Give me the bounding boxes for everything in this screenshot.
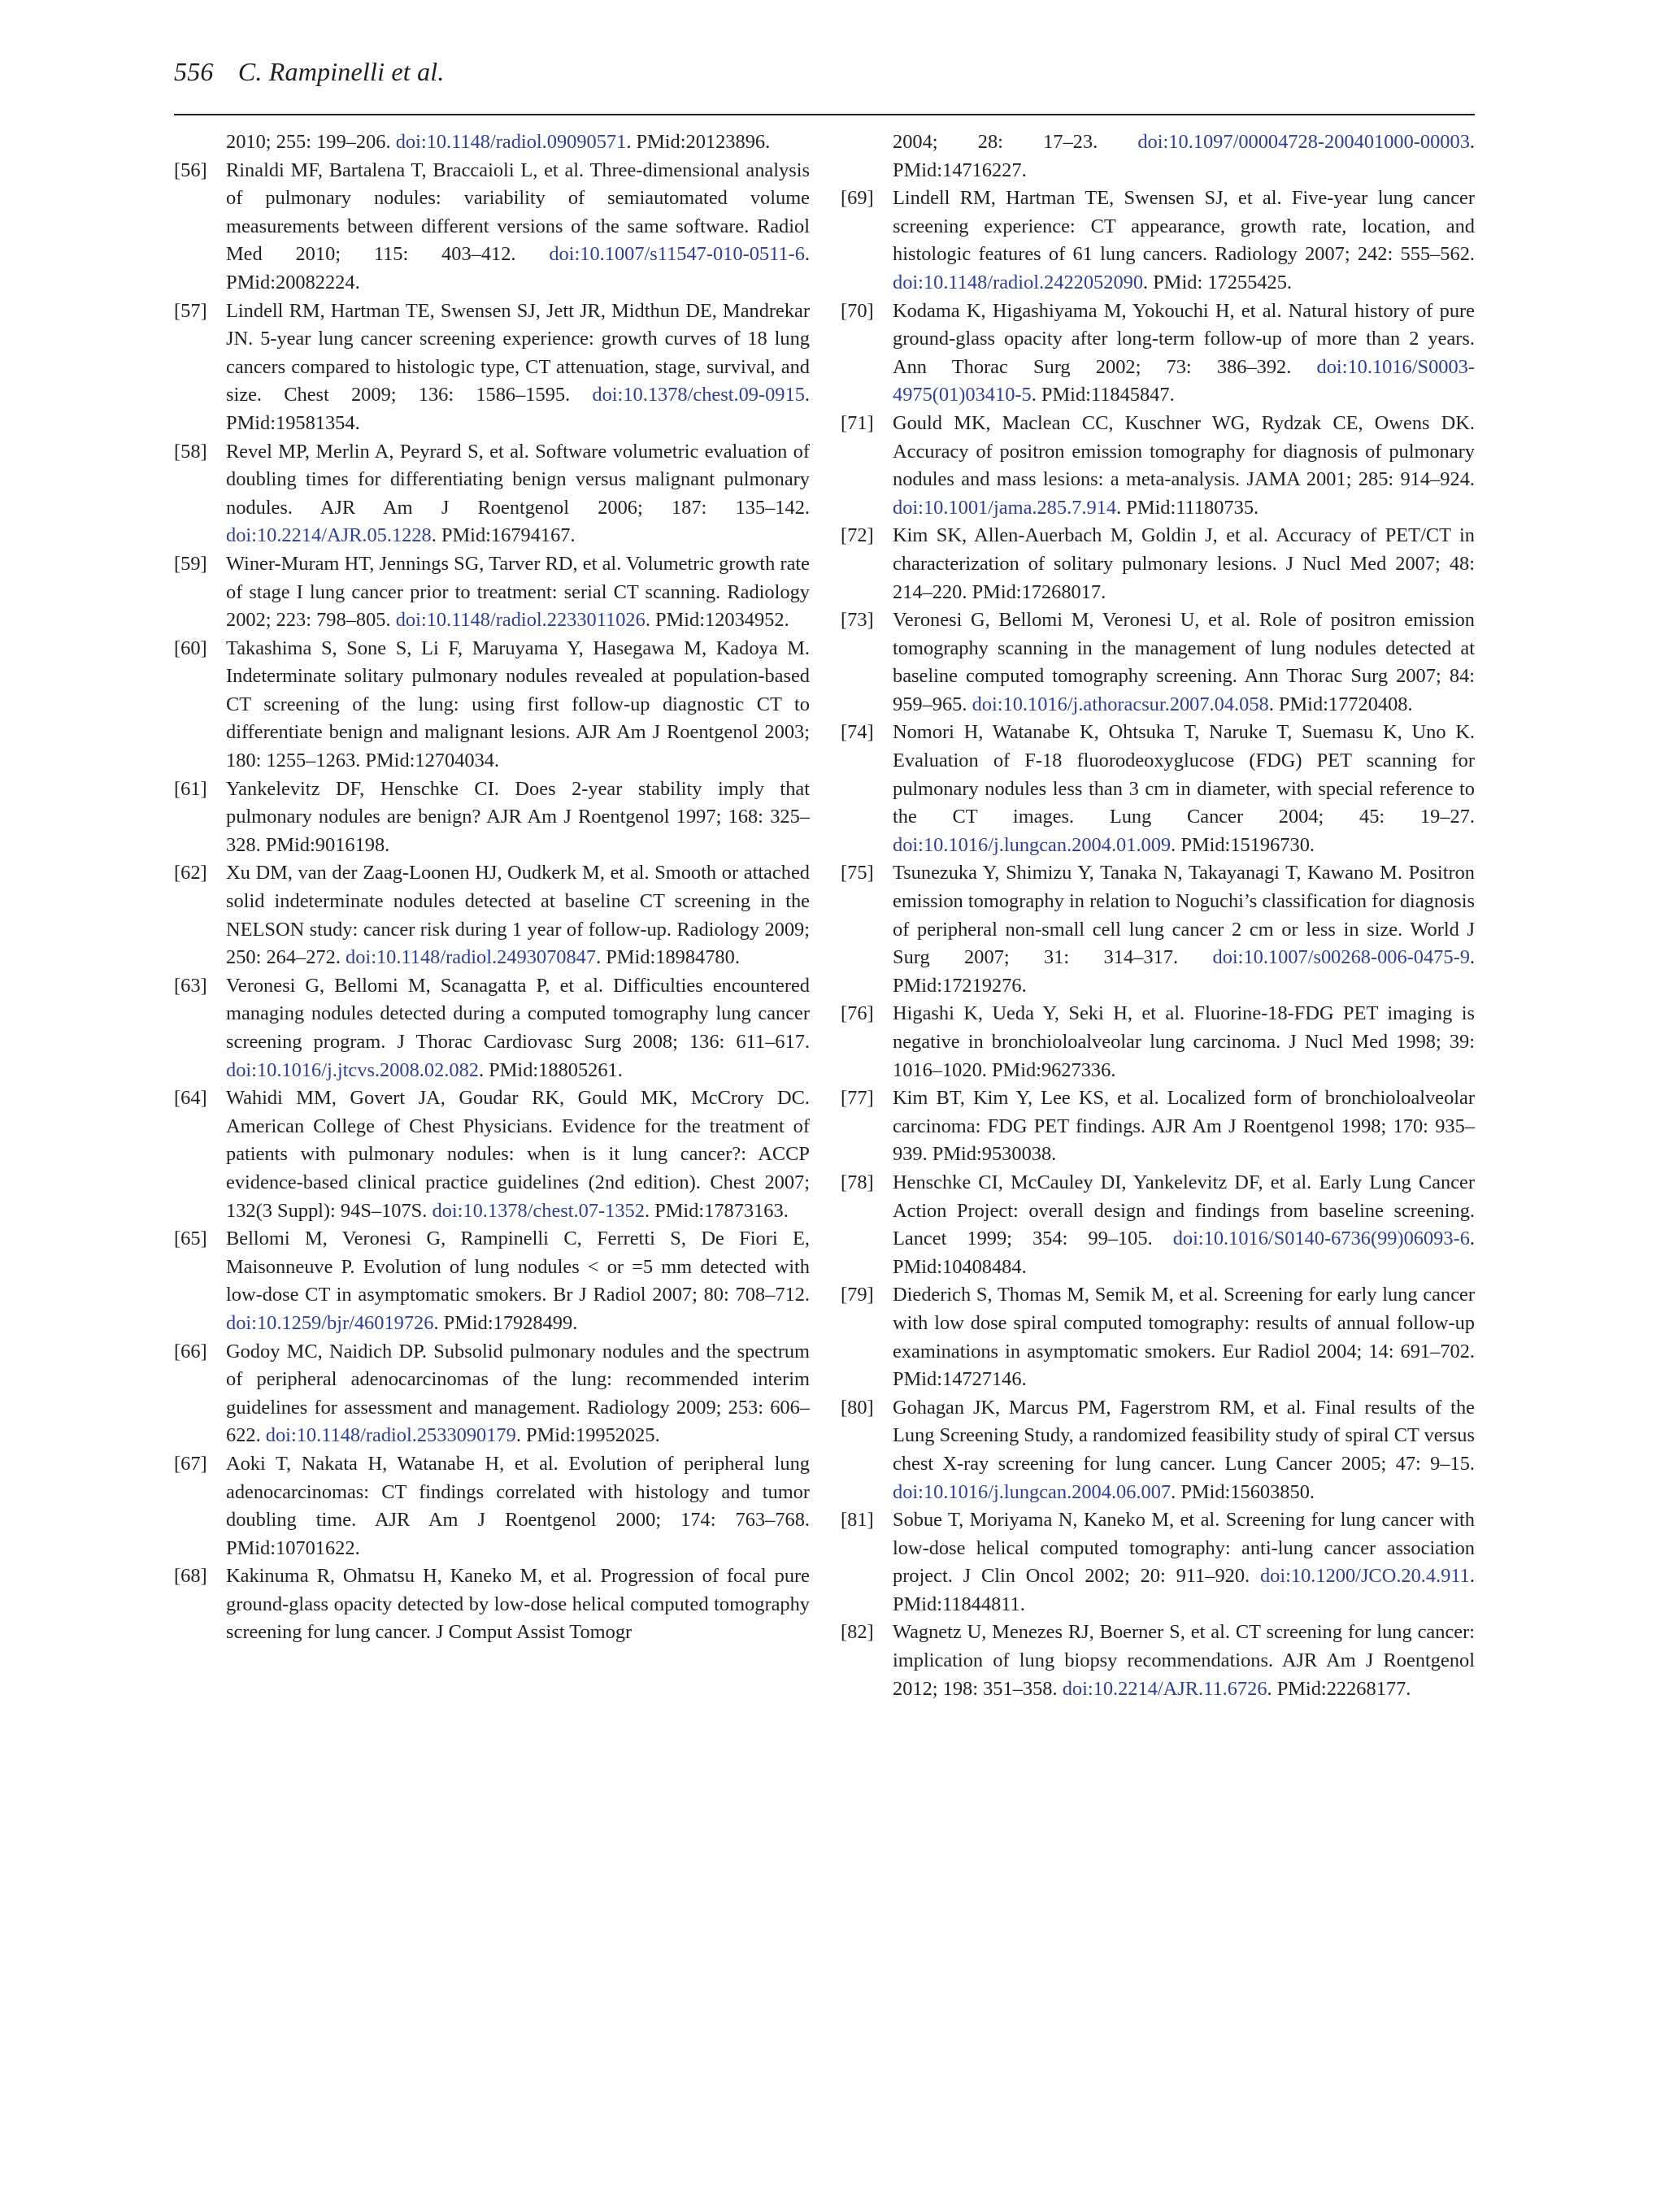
reference-text: 2010; 255: 199–206. [226, 131, 396, 153]
reference-number: [57] [174, 299, 207, 322]
reference-pmid: . PMid:22268177. [1267, 1677, 1411, 1700]
reference-text: Wagnetz U, Menezes RJ, Boerner S, et al. CT screening for lung cancer: implication of lung biopsy recommendations. AJR Am J Roentgenol 2012; 198: 351–358. [893, 1621, 1475, 1700]
doi-link[interactable]: doi:10.1378/chest.07-1352 [432, 1199, 645, 1222]
doi-link[interactable]: doi:10.1200/JCO.20.4.911 [1259, 1565, 1470, 1588]
reference-text: Xu DM, van der Zaag-Loonen HJ, Oudkerk M, et al. Smooth or attached solid indeterminate nodules detected at baseline CT screening in the NELSON study: cancer risk during 1 year of follow-up. Radiology 2009; 250: 264–272. [226, 862, 810, 969]
header-rule [174, 114, 1475, 115]
reference-text: Gould MK, Maclean CC, Kuschner WG, Rydzak CE, Owens DK. Accuracy of positron emission tomography for diagnosis of pulmonary nodules and mass lesions: a meta-analysis. JAMA 2001; 285: 914–924. [893, 411, 1475, 491]
doi-link[interactable]: doi:10.1148/radiol.2533090179 [265, 1424, 516, 1447]
reference-number: [63] [174, 974, 207, 997]
doi-link[interactable]: doi:10.1378/chest.09-0915 [592, 384, 805, 406]
reference-number: [56] [174, 159, 207, 181]
right-reference-list [841, 185, 1475, 1703]
reference-pmid: . PMid:11180735. [1116, 496, 1259, 519]
reference-text: 2004; 28: 17–23. [893, 131, 1138, 153]
reference-number: [70] [841, 299, 874, 322]
reference-number: [72] [841, 524, 874, 547]
reference-item [841, 1084, 1475, 1169]
left-reference-list [174, 157, 810, 1647]
reference-item [841, 410, 1475, 522]
doi-link[interactable]: doi:10.1259/bjr/46019726 [226, 1311, 434, 1334]
reference-text: Henschke CI, McCauley DI, Yankelevitz DF, et al. Early Lung Cancer Action Project: overall design and findings from baseline screening. Lancet 1999; 354: 99–105. [893, 1171, 1475, 1250]
reference-text: Kim BT, Kim Y, Lee KS, et al. Localized form of bronchioloalveolar carcinoma: FDG PET findings. AJR Am J Roentgenol 1998; 170: 935–939. PMid:9530038. [893, 1087, 1475, 1166]
reference-number: [79] [841, 1284, 874, 1306]
doi-link[interactable]: doi:10.2214/AJR.11.6726 [1062, 1677, 1267, 1700]
reference-text: Gohagan JK, Marcus PM, Fagerstrom RM, et al. Final results of the Lung Screening Study, a randomized feasibility study of spiral CT versus chest X-ray screening for lung cancer. Lung Cancer 2005; 47: 9–15. [893, 1396, 1475, 1475]
doi-link[interactable]: doi:10.2214/AJR.05.1228 [226, 524, 432, 547]
reference-pmid: . PMid:18805261. [478, 1058, 623, 1081]
doi-link[interactable]: doi:10.1007/s11547-010-0511-6 [549, 243, 805, 266]
reference-pmid: . PMid:17720408. [1268, 693, 1413, 715]
reference-item [174, 298, 810, 438]
reference-text: Wahidi MM, Govert JA, Goudar RK, Gould MK, McCrory DC. American College of Chest Physicians. Evidence for the treatment of patients with pulmonary nodules: when is it lung cancer?: ACCP evidence-based clinical practice guidelines (2nd edition). Chest 2007; 132(3 Suppl): 94S–107S. [226, 1087, 810, 1222]
reference-number: [61] [174, 777, 207, 800]
reference-number: [64] [174, 1087, 207, 1110]
running-header [174, 57, 445, 87]
reference-pmid: . PMid:19581354. [226, 384, 810, 434]
reference-text: Yankelevitz DF, Henschke CI. Does 2-year stability imply that pulmonary nodules are benign? AJR Am J Roentgenol 1997; 168: 325–328. PMid:9016198. [226, 777, 810, 856]
reference-item [174, 438, 810, 550]
reference-text: Revel MP, Merlin A, Peyrard S, et al. Software volumetric evaluation of doubling times for differentiating benign versus malignant pulmonary nodules. AJR Am J Roentgenol 2006; 187: 135–142. [226, 440, 810, 519]
reference-pmid: . PMid:11845847. [1031, 384, 1175, 406]
reference-pmid: . PMid:11844811. [893, 1565, 1475, 1615]
doi-link[interactable]: doi:10.1097/00004728-200401000-00003 [1137, 131, 1470, 153]
reference-item [174, 1225, 810, 1337]
reference-item [841, 606, 1475, 719]
reference-text: Kodama K, Higashiyama M, Yokouchi H, et al. Natural history of pure ground-glass opacity after long-term follow-up of more than 2 years. Ann Thorac Surg 2002; 73: 386–392. [893, 299, 1475, 378]
reference-text: Lindell RM, Hartman TE, Swensen SJ, Jett JR, Midthun DE, Mandrekar JN. 5-year lung cancer screening experience: growth curves of 18 lung cancers compared to histologic type, CT attenuation, stage, survival, and size. Chest 2009; 136: 1586–1595. [226, 299, 810, 406]
reference-text: Kakinuma R, Ohmatsu H, Kaneko M, et al. Progression of focal pure ground-glass opacity detected by low-dose helical computed tomography screening for lung cancer. J Comput Assist Tomogr [226, 1565, 810, 1644]
reference-item [174, 1338, 810, 1450]
reference-number: [58] [174, 440, 207, 463]
reference-item [174, 157, 810, 298]
reference-item [841, 185, 1475, 297]
reference-item [841, 522, 1475, 606]
reference-number: [75] [841, 862, 874, 884]
reference-pmid: . PMid:19952025. [515, 1424, 660, 1447]
reference-text: Rinaldi MF, Bartalena T, Braccaioli L, et al. Three-dimensional analysis of pulmonary nodules: variability of semiautomated volume measurements between different versions of the same software. Radiol Med 2010; 115: 403–412. [226, 159, 810, 266]
reference-number: [66] [174, 1340, 207, 1362]
reference-text: Diederich S, Thomas M, Semik M, et al. Screening for early lung cancer with low dose spiral computed tomography: results of annual follow-up examinations in asymptomatic smokers. Eur Radiol 2004; 14: 691–702. PMid:14727146. [893, 1284, 1475, 1391]
reference-number: [74] [841, 721, 874, 744]
reference-text: Veronesi G, Bellomi M, Scanagatta P, et al. Difficulties encountered managing nodules detected during a computed tomography lung cancer screening program. J Thorac Cardiovasc Surg 2008; 136: 611–617. [226, 974, 810, 1053]
reference-pmid: . PMid:17873163. [644, 1199, 789, 1222]
reference-pmid: . PMid:20123896. [626, 131, 771, 153]
doi-link[interactable]: doi:10.1016/j.lungcan.2004.06.007 [893, 1480, 1172, 1503]
reference-pmid: . PMid:14716227. [893, 131, 1475, 181]
reference-pmid: . PMid:10408484. [893, 1228, 1475, 1278]
reference-text: Tsunezuka Y, Shimizu Y, Tanaka N, Takayanagi T, Kawano M. Positron emission tomography in relation to Noguchi’s classification for diagnosis of peripheral non-small cell lung cancer 2 cm or less in size. World J Surg 2007; 31: 314–317. [893, 862, 1475, 969]
reference-pmid: . PMid:15603850. [1171, 1480, 1315, 1503]
reference-text: Veronesi G, Bellomi M, Veronesi U, et al. Role of positron emission tomography scanning in the management of lung nodules detected at baseline computed tomography screening. Ann Thorac Surg 2007; 84: 959–965. [893, 609, 1475, 715]
reference-text: Nomori H, Watanabe K, Ohtsuka T, Naruke T, Suemasu K, Uno K. Evaluation of F-18 fluorodeoxyglucose (FDG) PET scanning for pulmonary nodules less than 3 cm in diameter, with special reference to the CT images. Lung Cancer 2004; 45: 19–27. [893, 721, 1475, 828]
reference-item [841, 1000, 1475, 1084]
doi-link[interactable]: doi:10.1001/jama.285.7.914 [893, 496, 1117, 519]
reference-number: [68] [174, 1565, 207, 1588]
reference-number: [69] [841, 187, 874, 210]
reference-item [841, 1619, 1475, 1703]
doi-link[interactable]: doi:10.1148/radiol.2493070847 [346, 946, 597, 969]
reference-continuation [174, 128, 810, 157]
reference-item [174, 859, 810, 971]
doi-link[interactable]: doi:10.1016/j.lungcan.2004.01.009 [893, 833, 1172, 856]
reference-number: [59] [174, 552, 207, 575]
doi-link[interactable]: doi:10.1148/radiol.2422052090 [893, 271, 1144, 293]
reference-text: Aoki T, Nakata H, Watanabe H, et al. Evolution of peripheral lung adenocarcinomas: CT findings correlated with histology and tumor doubling time. AJR Am J Roentgenol 2000; 174: 763–768. PMid:10701622. [226, 1452, 810, 1559]
reference-pmid: . PMid:12034952. [645, 609, 789, 632]
reference-text: Winer-Muram HT, Jennings SG, Tarver RD, et al. Volumetric growth rate of stage I lung cancer prior to treatment: serial CT scanning. Radiology 2002; 223: 798–805. [226, 552, 810, 632]
reference-pmid: . PMid:20082224. [226, 243, 810, 293]
reference-item [174, 635, 810, 776]
page-number: 556 [174, 57, 214, 86]
reference-number: [81] [841, 1509, 874, 1532]
reference-number: [73] [841, 609, 874, 632]
reference-number: [71] [841, 411, 874, 434]
doi-link[interactable]: doi:10.1007/s00268-006-0475-9 [1212, 946, 1470, 969]
reference-pmid: . PMid:17219276. [893, 946, 1475, 997]
doi-link[interactable]: doi:10.1148/radiol.09090571 [395, 131, 627, 153]
reference-text: Godoy MC, Naidich DP. Subsolid pulmonary nodules and the spectrum of peripheral adenocarcinomas of the lung: recommended interim guidelines for assessment and management. Radiology 2009; 253: 606–622. [226, 1340, 810, 1447]
reference-number: [82] [841, 1621, 874, 1644]
reference-number: [67] [174, 1452, 207, 1475]
reference-pmid: . PMid:15196730. [1171, 833, 1315, 856]
reference-number: [62] [174, 862, 207, 884]
doi-link[interactable]: doi:10.1148/radiol.2233011026 [395, 609, 646, 632]
reference-number: [78] [841, 1171, 874, 1193]
doi-link[interactable]: doi:10.1016/S0003-4975(01)03410-5 [893, 355, 1475, 406]
reference-text: Kim SK, Allen-Auerbach M, Goldin J, et al. Accuracy of PET/CT in characterization of solitary pulmonary lesions. J Nucl Med 2007; 48: 214–220. PMid:17268017. [893, 524, 1475, 603]
reference-item [841, 1281, 1475, 1393]
doi-link[interactable]: doi:10.1016/S0140-6736(99)06093-6 [1172, 1228, 1470, 1250]
left-column [174, 128, 810, 1647]
reference-pmid: . PMid:16794167. [431, 524, 576, 547]
running-title: C. Rampinelli et al. [237, 57, 445, 86]
reference-item [174, 1450, 810, 1562]
reference-number: [65] [174, 1228, 207, 1250]
reference-continuation [841, 128, 1475, 185]
reference-item [174, 550, 810, 635]
reference-item [841, 859, 1475, 1000]
reference-text: Bellomi M, Veronesi G, Rampinelli C, Ferretti S, De Fiori E, Maisonneuve P. Evolution of lung nodules < or =5 mm detected with low-dose CT in asymptomatic smokers. Br J Radiol 2007; 80: 708–712. [226, 1228, 810, 1306]
reference-item [174, 776, 810, 860]
reference-text: Takashima S, Sone S, Li F, Maruyama Y, Hasegawa M, Kadoya M. Indeterminate solitary pulmonary nodules revealed at population-based CT screening of the lung: using first follow-up diagnostic CT to differentiate benign and malignant lesions. AJR Am J Roentgenol 2003; 180: 1255–1263. PMid:12704034. [226, 637, 810, 772]
reference-item [841, 1506, 1475, 1619]
reference-text: Sobue T, Moriyama N, Kaneko M, et al. Screening for lung cancer with low-dose helical computed tomography: anti-lung cancer association project. J Clin Oncol 2002; 20: 911–920. [893, 1509, 1475, 1588]
reference-number: [60] [174, 637, 207, 659]
reference-item [174, 1562, 810, 1647]
right-column [841, 128, 1475, 1703]
reference-pmid: . PMid: 17255425. [1143, 271, 1292, 293]
doi-link[interactable]: doi:10.1016/j.athoracsur.2007.04.058 [972, 693, 1269, 715]
reference-item [841, 1169, 1475, 1281]
reference-item [841, 298, 1475, 410]
reference-number: [80] [841, 1396, 874, 1419]
reference-text: Higashi K, Ueda Y, Seki H, et al. Fluorine-18-FDG PET imaging is negative in bronchioloalveolar lung carcinoma. J Nucl Med 1998; 39: 1016–1020. PMid:9627336. [893, 1002, 1475, 1081]
reference-pmid: . PMid:18984780. [596, 946, 740, 969]
reference-item [174, 1084, 810, 1225]
reference-item [174, 972, 810, 1084]
reference-number: [77] [841, 1087, 874, 1110]
reference-pmid: . PMid:17928499. [433, 1311, 578, 1334]
reference-number: [76] [841, 1002, 874, 1025]
reference-item [841, 719, 1475, 859]
reference-item [841, 1394, 1475, 1506]
reference-text: Lindell RM, Hartman TE, Swensen SJ, et al. Five-year lung cancer screening experience: CT appearance, growth rate, location, and histologic features of 61 lung cancers. Radiology 2007; 242: 555–562. [893, 187, 1475, 266]
doi-link[interactable]: doi:10.1016/j.jtcvs.2008.02.082 [226, 1058, 479, 1081]
